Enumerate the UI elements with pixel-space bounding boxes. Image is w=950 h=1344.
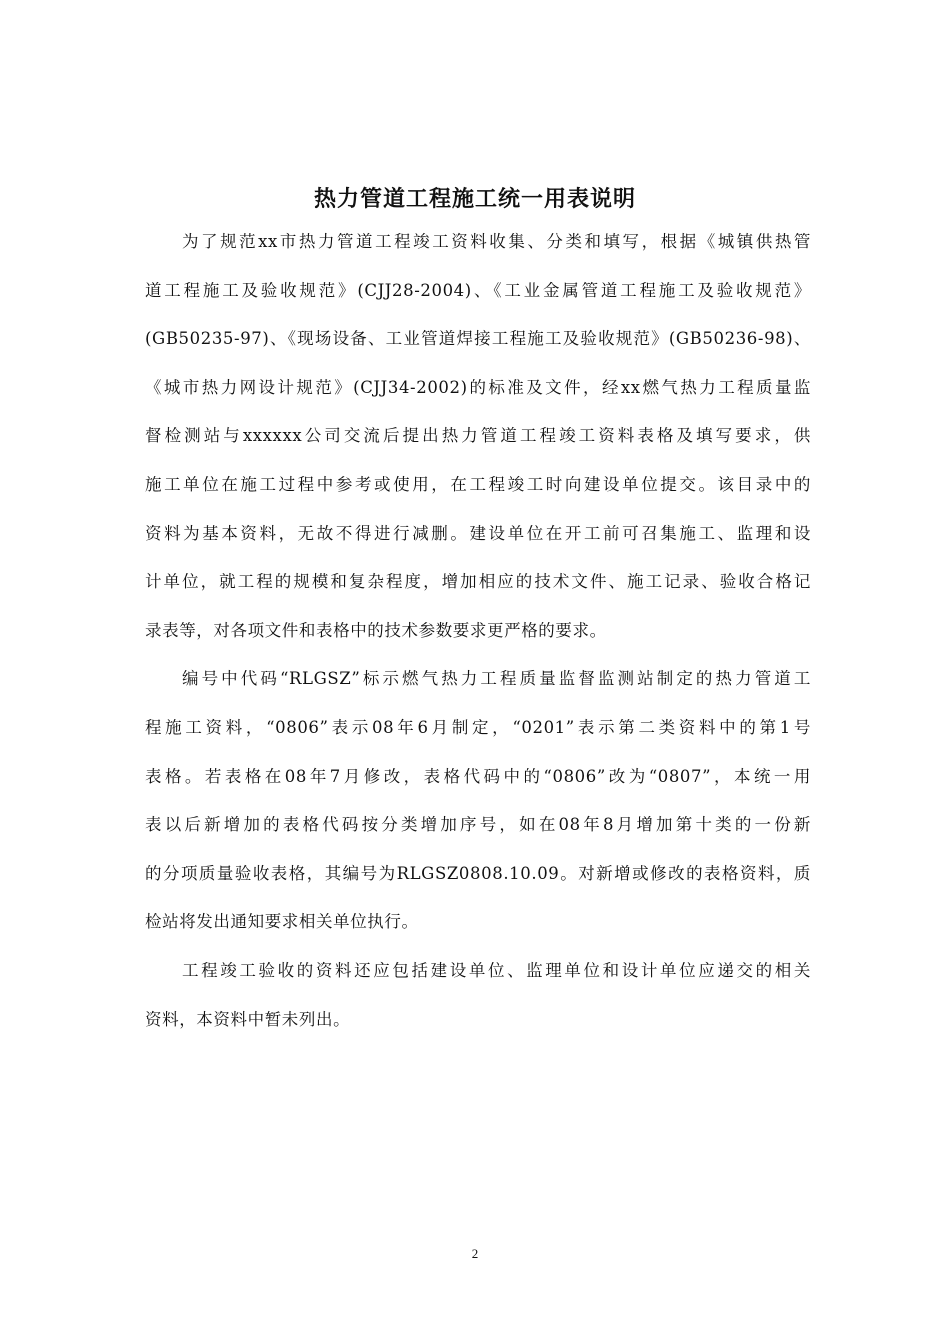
text-line: (GB50235-97)、《现场设备、工业管道焊接工程施工及验收规范》(GB50236-98)、 [145,329,811,349]
text-line: 程施工资料，“0806”表示08年6月制定，“0201”表示第二类资料中的第1号 [145,717,811,737]
text-line: 施工单位在施工过程中参考或使用，在工程竣工时向建设单位提交。该目录中的 [145,474,811,494]
text-line: 为了规范xx市热力管道工程竣工资料收集、分类和填写，根据《城镇供热管 [182,232,811,251]
text-line: 录表等，对各项文件和表格中的技术参数要求更严格的要求。 [145,620,607,640]
text-line: 计单位，就工程的规模和复杂程度，增加相应的技术文件、施工记录、验收合格记 [145,572,811,592]
document-body [145,222,811,1048]
text-line: 《城市热力网设计规范》(CJJ34-2002)的标准及文件，经xx燃气热力工程质量监 [145,377,811,397]
text-line: 的分项质量验收表格，其编号为RLGSZ0808.10.09。对新增或修改的表格资料，质 [145,863,811,883]
text-line: 编号中代码“RLGSZ”标示燃气热力工程质量监督监测站制定的热力管道工 [182,669,811,689]
text-line: 资料为基本资料，无故不得进行减删。建设单位在开工前可召集施工、监理和设 [145,523,811,543]
text-line: 督检测站与xxxxxx公司交流后提出热力管道工程竣工资料表格及填写要求，供 [145,426,811,446]
text-line: 资料，本资料中暂未列出。 [145,1009,351,1029]
text-line: 表格。若表格在08年7月修改，表格代码中的“0806”改为“0807”，本统一用 [145,766,811,786]
text-line: 道工程施工及验收规范》(CJJ28-2004)、《工业金属管道工程施工及验收规范》 [145,280,811,300]
page-number: 2 [471,1246,479,1261]
text-line: 检站将发出通知要求相关单位执行。 [145,912,419,932]
text-line: 工程竣工验收的资料还应包括建设单位、监理单位和设计单位应递交的相关 [182,960,811,980]
text-line: 表以后新增加的表格代码按分类增加序号，如在08年8月增加第十类的一份新 [145,815,811,835]
document-title: 热力管道工程施工统一用表说明 [313,186,636,212]
